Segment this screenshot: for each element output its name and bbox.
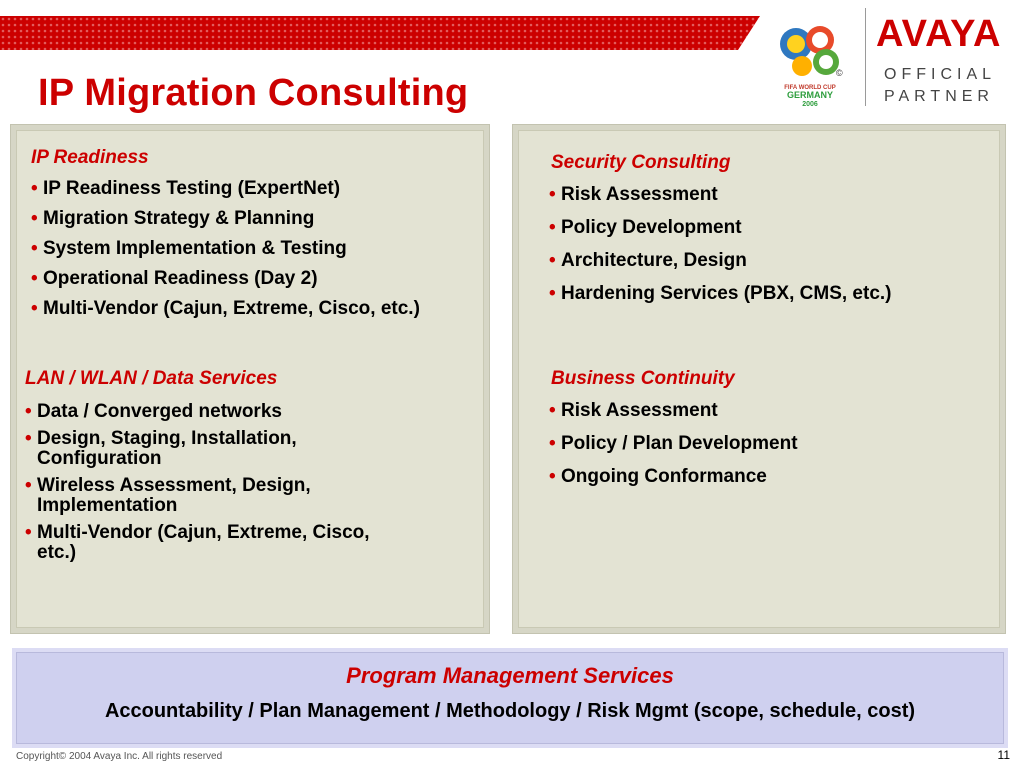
program-management-text: Accountability / Plan Management / Methodology / Risk Mgmt (scope, schedule, cost) xyxy=(104,700,916,722)
business-continuity-list xyxy=(549,401,989,500)
left-services-panel xyxy=(16,130,484,628)
list-item: • Multi-Vendor (Cajun, Extreme, Cisco, etc.) xyxy=(25,522,370,563)
list-item: • Ongoing Conformance xyxy=(549,466,767,487)
header-red-band xyxy=(0,16,760,50)
bullet-icon: • xyxy=(549,217,556,238)
program-management-panel xyxy=(16,652,1004,744)
bullet-icon: • xyxy=(549,184,556,205)
list-item: • IP Readiness Testing (ExpertNet) xyxy=(31,178,341,199)
avaya-tagline-official: OFFICIAL xyxy=(884,66,997,83)
bullet-icon: • xyxy=(31,208,38,229)
list-item: • Hardening Services (PBX, CMS, etc.) xyxy=(549,283,892,304)
bullet-icon: • xyxy=(31,298,38,319)
bullet-icon: • xyxy=(549,400,556,421)
list-item: • Data / Converged networks xyxy=(25,401,282,422)
bullet-icon: • xyxy=(25,401,32,422)
page-title: IP Migration Consulting xyxy=(38,72,469,114)
list-item: • Architecture, Design xyxy=(549,250,747,271)
business-continuity-title: Business Continuity xyxy=(551,368,735,389)
bullet-icon: • xyxy=(31,238,38,259)
copyright-notice: Copyright© 2004 Avaya Inc. All rights reserved xyxy=(16,751,223,762)
list-item: • Wireless Assessment, Design, Implementation xyxy=(25,475,311,516)
security-consulting-title: Security Consulting xyxy=(551,152,731,173)
avaya-tagline xyxy=(884,64,1014,108)
page-number: 11 xyxy=(997,748,1010,762)
fifa-logo-text: FIFA WORLD CUP xyxy=(784,85,836,91)
ip-readiness-list xyxy=(31,179,461,329)
bullet-icon: • xyxy=(549,250,556,271)
program-management-title: Program Management Services xyxy=(346,663,674,688)
bullet-icon: • xyxy=(549,466,556,487)
list-item: • Risk Assessment xyxy=(549,184,718,205)
list-item: • Policy / Plan Development xyxy=(549,433,798,454)
list-item: • Policy Development xyxy=(549,217,742,238)
list-item: • System Implementation & Testing xyxy=(31,238,347,259)
bullet-icon: • xyxy=(25,428,32,449)
bullet-icon: • xyxy=(25,522,32,543)
avaya-tagline-partner: PARTNER xyxy=(884,88,994,105)
fifa-logo-year: 2006 xyxy=(802,101,818,108)
bullet-icon: • xyxy=(31,178,38,199)
security-consulting-list xyxy=(549,185,989,317)
bullet-icon: • xyxy=(549,283,556,304)
avaya-logo: AVAYA xyxy=(876,13,1002,55)
list-item: • Design, Staging, Installation, Configuration xyxy=(25,428,297,469)
fifa-world-cup-logo xyxy=(768,12,852,108)
list-item: • Migration Strategy & Planning xyxy=(31,208,315,229)
fifa-logo-mark: © xyxy=(836,68,843,78)
list-item: • Risk Assessment xyxy=(549,400,718,421)
bullet-icon: • xyxy=(31,268,38,289)
bullet-icon: • xyxy=(549,433,556,454)
list-item: • Operational Readiness (Day 2) xyxy=(31,268,318,289)
lan-wlan-list xyxy=(25,402,375,570)
bullet-icon: • xyxy=(25,475,32,496)
lan-wlan-title: LAN / WLAN / Data Services xyxy=(25,368,278,389)
right-services-panel xyxy=(518,130,1000,628)
logo-divider xyxy=(865,8,866,106)
fifa-logo-country: GERMANY xyxy=(786,90,834,100)
ip-readiness-title: IP Readiness xyxy=(31,147,149,168)
list-item: • Multi-Vendor (Cajun, Extreme, Cisco, etc.) xyxy=(31,298,420,319)
